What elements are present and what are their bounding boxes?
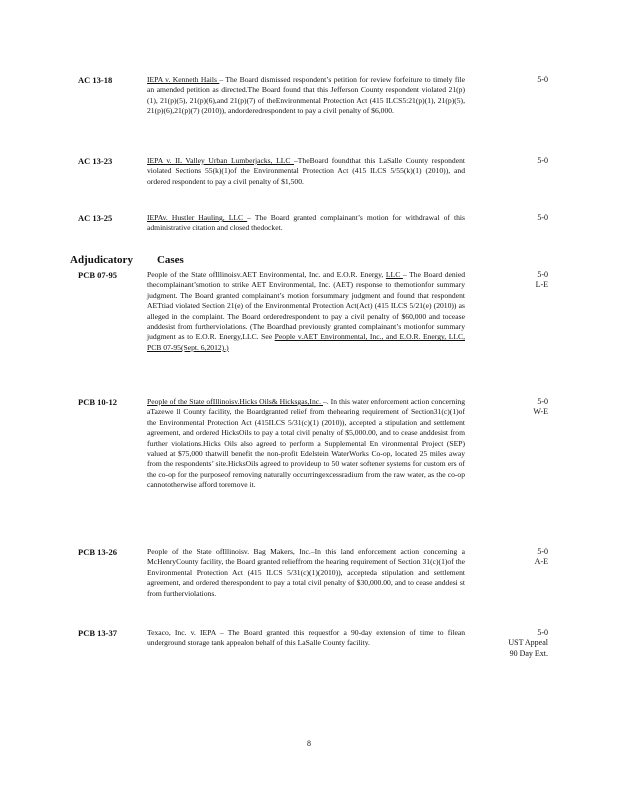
vote-line: 5-0 [537,75,548,84]
case-text: People of the State ofIllinoisv. Bag Makers, Inc.–In this land enforcement action concerning a McHenryCounty facility, the Board granted relieffrom the hearing requirement of Section 31(c)(1)of the Environmental Protection Act (415 ILCS 5/31(c)(1)(2010)), accepteda stipulation and settlement agreement, and ordered therespondent to pay a total civil penalty of $30,000.00, and to cease anddesi st from furtherviolations. [147,547,465,598]
vote-line: UST Appeal [508,638,548,648]
section-heading-left: Adjudicatory [70,254,133,266]
case-title: People of the State ofIllinoisv.Hicks Oils& Hicksgas,Inc. [147,397,323,406]
entry-description [147,628,465,649]
case-text: – The Board denied thecomplainant’smotion to strike AET Environmental, Inc. (AET) response to themotionfor summary judgment. The Board granted complainant’s motion forsummary judgment and found that respondent AETtiad violated Section 21(e) of the Environmental Protection Act(Act) (415 ILCS 5/21(e) (2010)) as alleged in the complaint. The Board orderedrespondent to pay a civil penalty of $60,000 and tocease anddesist from furtherviolations. (The Boardhad previously granted complainant’s motionfor summary judgment as to E.O.R. Energy,LLC. See [147,270,465,342]
docket-number: AC 13-18 [78,75,113,85]
case-text: Texaco, Inc. v. IEPA – The Board granted this requestfor a 90-day extension of time to filean underground storage tank appealon behalf of this LaSalle County facility. [147,628,465,648]
vote-line: 90 Day Ext. [509,648,548,658]
entry-description [147,75,465,117]
page-number: 8 [307,739,311,748]
case-text: – The Board granted complainant’s motion for withdrawal of this administrative citation and closed thedocket. [147,213,466,233]
entry-description [147,547,465,599]
vote [468,270,548,291]
case-citation: People v.AET Environmental, Inc., and E.O.R. Energy, LLC, PCB 07-95(Sept. 6,2012).) [147,332,466,352]
entry-description [147,270,465,353]
vote-line: 5-0 [537,547,548,556]
docket-number: PCB 07-95 [78,270,117,280]
case-title: LLC [385,270,403,279]
entry-description [147,156,465,187]
vote-line: L-E [535,280,548,290]
docket-number: PCB 13-26 [78,547,117,557]
vote [468,75,548,85]
case-text: –TheBoard foundthat this LaSalle County respondent violated Sections 55(k)(1)of the Environmental Protection Act (415 ILCS 5/55(k)(1) (2010)), and ordered respondent to pay a civil penalty of $1,500. [147,156,465,186]
docket-number: PCB 13-37 [78,628,117,638]
entry-description [147,397,465,491]
vote-line: 5-0 [537,628,548,637]
vote-line: 5-0 [537,270,548,279]
vote [468,547,548,568]
section-heading [70,254,184,266]
vote-line: 5-0 [537,397,548,406]
case-title: IEPAv. Hustler Hauling, LLC [147,213,248,222]
section-heading-right: Cases [156,254,184,266]
case-text: People of the State ofIllinoisv.AET Environmental, Inc. and E.O.R. Energy, [147,270,386,279]
vote-line: 5-0 [537,156,548,165]
docket-number: PCB 10-12 [78,397,117,407]
vote [468,213,548,223]
docket-number: AC 13-23 [78,156,113,166]
case-title: IEPA v. Kenneth Hails [147,75,220,84]
vote-line: 5-0 [537,213,548,222]
case-title: IEPA v. IL Valley Urban Lumberjacks, LLC [147,156,294,165]
case-text: – The Board dismissed respondent’s petition for review forfeiture to timely file an amended petition as directed.The Board found that this Jefferson County respondent violated 21(p)(1), 21(p)(5), 21(p)(6),and 21(p)(7) of theEnvironmental Protection Act (415 ILCS5:21(p)(1), 21(p)(5), 21(p)(6),21(p)(7) (2010)), andorderedrespondent to pay a civil penalty of $6,000. [147,75,465,116]
vote-line: W-E [533,407,548,417]
entry-description [147,213,465,234]
vote [468,156,548,166]
vote [468,397,548,418]
vote [468,628,548,659]
vote-line: A-E [534,557,548,567]
docket-number: AC 13-25 [78,213,113,223]
case-text: –. In this water enforcement action concerning aTazewe ll County facility, the Boardgranted relief from thehearing requirement of Section31(c)(1)of the Environmental Protection Act (415ILCS 5/31(c)(1) (2010)), accepted a stipulation and settlement agreement, and ordered HicksOils to pay a total civil penalty of $5,000.00, and to cease anddesist from further violations.Hicks Oils also agreed to perform a Supplemental En vironmental Project (SEP) valued at $75,000 thatwill benefit the non-profit Edelstein WaterWorks Co-op, located 25 miles away from the respondents’ site.HicksOils agreed to provideup to 50 water softener systems for custom ers of the co-op for the purposeof removing naturally occurringexcessradium from the raw water, as the co-op cannototherwise afford toremove it. [147,397,465,490]
